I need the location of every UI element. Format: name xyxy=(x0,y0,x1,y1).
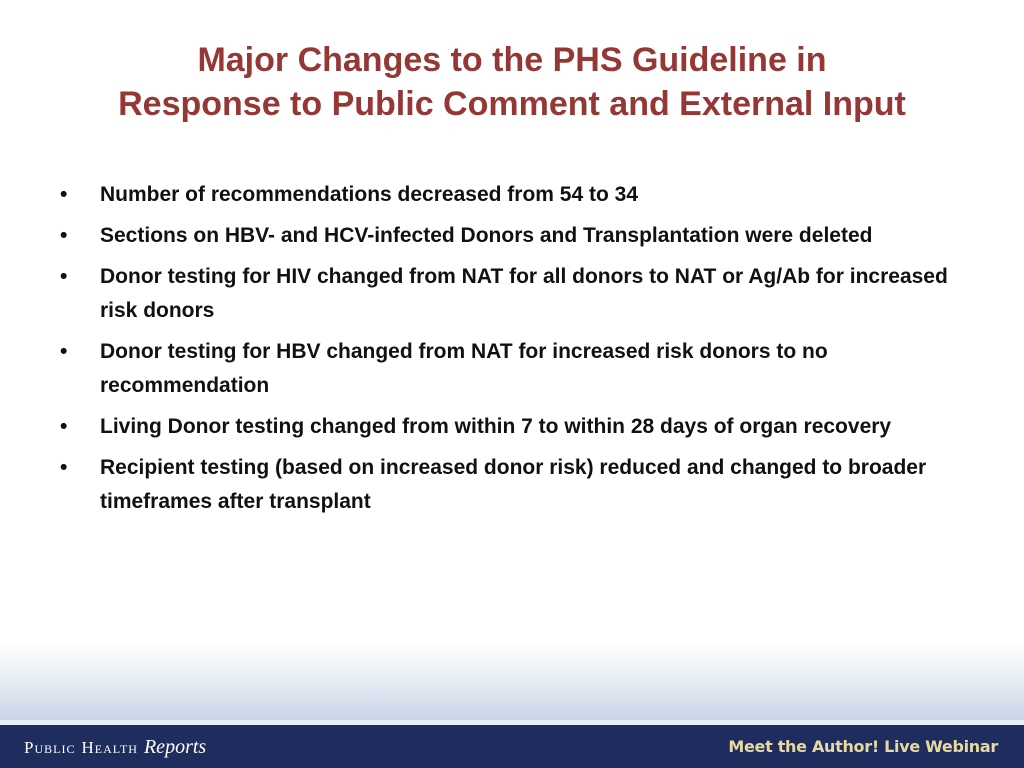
bullet-text: Number of recommendations decreased from 54 to 34 xyxy=(100,183,638,206)
bullet-item xyxy=(60,178,960,212)
bullet-item xyxy=(60,219,960,253)
bullet-dot-icon: • xyxy=(60,340,68,363)
bullet-text: Recipient testing (based on increased donor risk) reduced and changed to broader timeframes after transplant xyxy=(100,456,927,513)
bottom-gradient-band xyxy=(0,640,1024,720)
bullet-dot-icon: • xyxy=(60,415,68,438)
bullet-dot-icon: • xyxy=(60,265,68,288)
footer-bar xyxy=(0,725,1024,768)
bullet-text: Donor testing for HBV changed from NAT for increased risk donors to no recommendation xyxy=(100,340,828,397)
bullet-text: Donor testing for HIV changed from NAT for all donors to NAT or Ag/Ab for increased risk donors xyxy=(100,265,948,322)
bullet-dot-icon: • xyxy=(60,224,68,247)
title-line-1: Major Changes to the PHS Guideline in xyxy=(197,41,827,79)
bullet-dot-icon: • xyxy=(60,456,68,479)
bullet-item xyxy=(60,335,960,403)
bullet-item xyxy=(60,260,960,328)
publication-name-health: Health xyxy=(81,738,138,757)
bullet-text: Living Donor testing changed from within 7 to within 28 days of organ recovery xyxy=(100,415,892,438)
bullet-text: Sections on HBV- and HCV-infected Donors and Transplantation were deleted xyxy=(100,224,873,247)
bullet-item xyxy=(60,451,960,519)
publication-name-reports: Reports xyxy=(143,736,207,758)
bullet-item xyxy=(60,410,960,444)
slide-title xyxy=(30,38,994,126)
bullet-dot-icon: • xyxy=(60,183,68,206)
publication-logo xyxy=(24,736,206,759)
publication-name-public: Public xyxy=(24,738,76,757)
title-line-2: Response to Public Comment and External Input xyxy=(118,85,906,123)
event-label: Meet the Author! Live Webinar xyxy=(728,737,998,756)
bullet-list xyxy=(60,178,960,526)
